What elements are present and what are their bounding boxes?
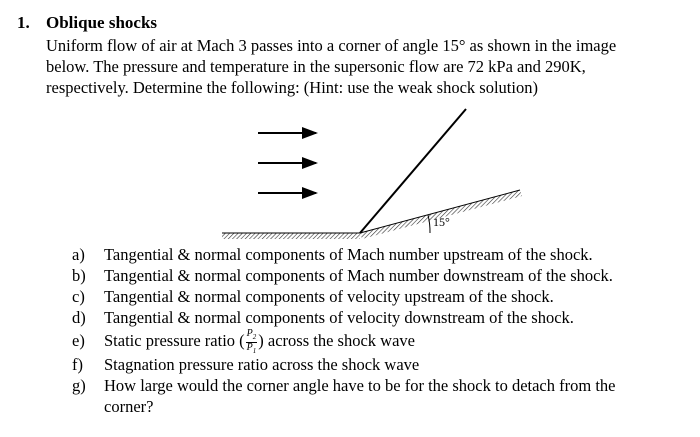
question-text-line: corner? [104, 397, 154, 416]
question-text [104, 328, 415, 356]
problem-number: 1. [17, 13, 30, 32]
question-letter: f) [72, 355, 83, 374]
question-text: Stagnation pressure ratio across the shock wave [104, 355, 420, 374]
problem-title: Oblique shocks [46, 13, 158, 32]
question-text: Tangential & normal components of Mach number downstream of the shock. [104, 266, 613, 285]
question-text: Tangential & normal components of Mach number upstream of the shock. [104, 245, 593, 264]
intro-line: Uniform flow of air at Mach 3 passes into a corner of angle 15° as shown in the image [46, 36, 617, 55]
fraction-numerator: $P_2$ [246, 327, 257, 341]
question-letter: c) [72, 287, 85, 306]
question-letter: g) [72, 376, 86, 395]
pressure-ratio-fraction [246, 329, 258, 356]
horizontal-wall [222, 233, 360, 239]
question-letter: e) [72, 331, 85, 350]
question-letter: b) [72, 266, 86, 285]
question-text: Tangential & normal components of velocity downstream of the shock. [104, 308, 574, 327]
question-text: Tangential & normal components of velocity upstream of the shock. [104, 287, 554, 306]
question-text-before: Static pressure ratio ( [104, 331, 245, 350]
question-letter: a) [72, 245, 85, 264]
fraction-denominator: $P_1$ [246, 341, 257, 355]
question-letter: d) [72, 308, 86, 327]
intro-line: below. The pressure and temperature in the supersonic flow are 72 kPa and 290K, [46, 57, 586, 76]
angle-label: 15° [433, 215, 450, 229]
intro-line: respectively. Determine the following: (Hint: use the weak shock solution) [46, 78, 538, 97]
question-text-line: How large would the corner angle have to be for the shock to detach from the [104, 376, 616, 395]
question-text-after: ) across the shock wave [258, 331, 415, 350]
question-text [104, 375, 615, 417]
